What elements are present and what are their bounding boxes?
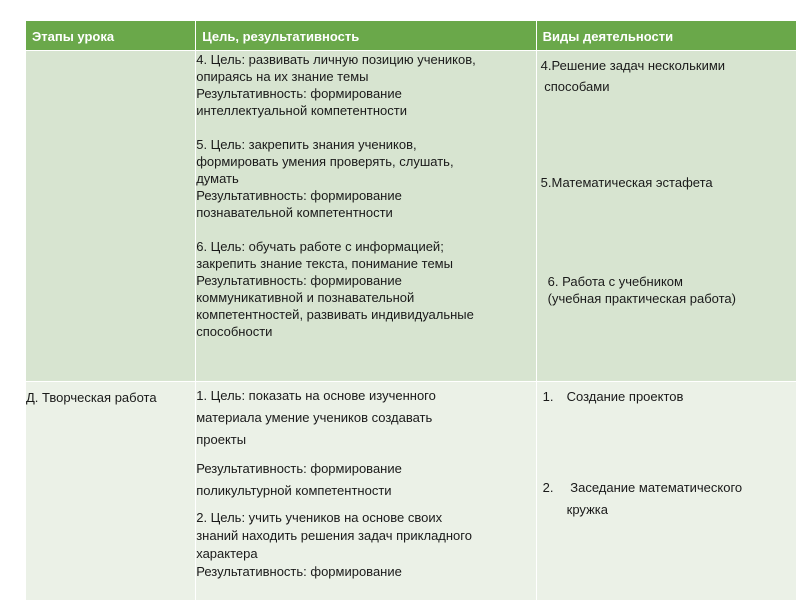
goal-line: формировать умения проверять, слушать, [196,154,454,169]
list-item: 2. Заседание математического кружка [537,477,796,521]
result-line: Результативность: формирование [196,86,402,101]
stage-cell [26,51,196,382]
header-goal-result: Цель, результативность [196,21,536,51]
activity-4: 4.Решение задач несколькими способами [540,58,726,94]
list-number: 1. [542,389,554,404]
goal-result-cell [196,382,536,600]
header-activities: Виды деятельности [536,21,796,51]
result-line: интеллектуальной компетентности [196,103,407,118]
goal-line: 4. Цель: развивать личную позицию учеников, [196,52,476,67]
list-item: 1. Создание проектов [542,389,684,404]
result-line: компетентностей, развивать индивидуальные [196,307,474,322]
activity-6: 6. Работа с учебником (учебная практическая работа) [547,274,736,306]
goal-line: 5. Цель: закрепить знания учеников, [196,137,417,152]
result-line: Результативность: формирование [196,564,402,579]
activity-5: 5.Математическая эстафета [540,175,713,190]
activities-cell [536,382,796,600]
result-line: познавательной компетентности [196,205,393,220]
lesson-plan-table [25,20,797,600]
goal-line: характера [196,546,258,561]
header-stages: Этапы урока [26,21,196,51]
result-line: поликультурной компетентности [196,483,392,498]
table-row [26,51,797,382]
list-number: 2. [542,480,554,495]
table-row [26,382,797,600]
goal-line: знаний находить решения задач прикладного [196,528,472,543]
result-line: Результативность: формирование [196,188,402,203]
goal-line: материала умение учеников создавать [196,410,433,425]
stage-cell: Д. Творческая работа [26,382,196,600]
goal-line: 1. Цель: показать на основе изученного [196,388,436,403]
goal-line: закрепить знание текста, понимание темы [196,256,453,271]
result-line: Результативность: формирование [196,273,402,288]
activities-cell [536,51,796,382]
goal-result-cell [196,51,536,382]
goal-line: думать [196,171,239,186]
goal-line: проекты [196,432,247,447]
header-row [26,21,797,51]
activities-list [537,388,796,521]
result-line: способности [196,324,273,339]
goal-line: 2. Цель: учить учеников на основе своих [196,510,443,525]
goal-line: опираясь на их знание темы [196,69,369,84]
goal-line: 6. Цель: обучать работе с информацией; [196,239,444,254]
result-line: Результативность: формирование [196,461,402,476]
result-line: коммуникативной и познавательной [196,290,415,305]
